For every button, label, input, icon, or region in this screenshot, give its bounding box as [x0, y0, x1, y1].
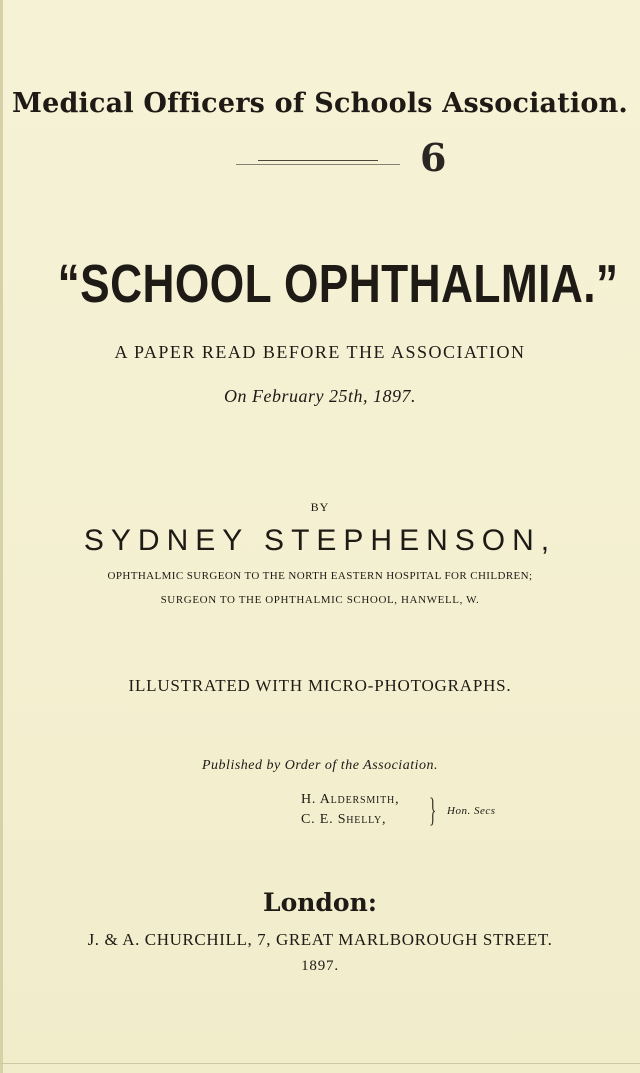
- date-line: On February 25th, 1897.: [224, 386, 416, 406]
- secretaries-role: Hon. Secs: [447, 805, 496, 817]
- main-title: “SCHOOL OPHTHALMIA.”: [57, 254, 619, 314]
- author-role-2: SURGEON TO THE OPHTHALMIC SCHOOL, HANWELL, W.: [160, 594, 480, 606]
- page-bottom-edge: [0, 1063, 640, 1064]
- secretaries-block: [301, 792, 541, 842]
- imprint-year: 1897.: [301, 958, 339, 974]
- author-name: SYDNEY STEPHENSON,: [83, 524, 557, 557]
- author-role-1: OPHTHALMIC SURGEON TO THE NORTH EASTERN HOSPITAL FOR CHILDREN;: [107, 570, 533, 582]
- subtitle: A PAPER READ BEFORE THE ASSOCIATION: [114, 342, 526, 362]
- imprint-city: London:: [263, 888, 377, 917]
- secretary-name-2: C. E. Shelly,: [301, 812, 387, 827]
- secretary-name-1: H. Aldersmith,: [301, 792, 400, 807]
- illustration-note: ILLUSTRATED WITH MICRO-PHOTOGRAPHS.: [128, 676, 512, 695]
- handwritten-number: 6: [420, 135, 447, 180]
- imprint-publisher: J. & A. CHURCHILL, 7, GREAT MARLBOROUGH STREET.: [87, 930, 553, 949]
- by-label: BY: [310, 500, 330, 514]
- published-note: Published by Order of the Association.: [202, 758, 438, 773]
- society-header: Medical Officers of Schools Association.: [11, 88, 629, 119]
- header-rule-lower: [236, 164, 400, 165]
- brace-icon: }: [429, 792, 437, 829]
- header-rule: [258, 160, 378, 161]
